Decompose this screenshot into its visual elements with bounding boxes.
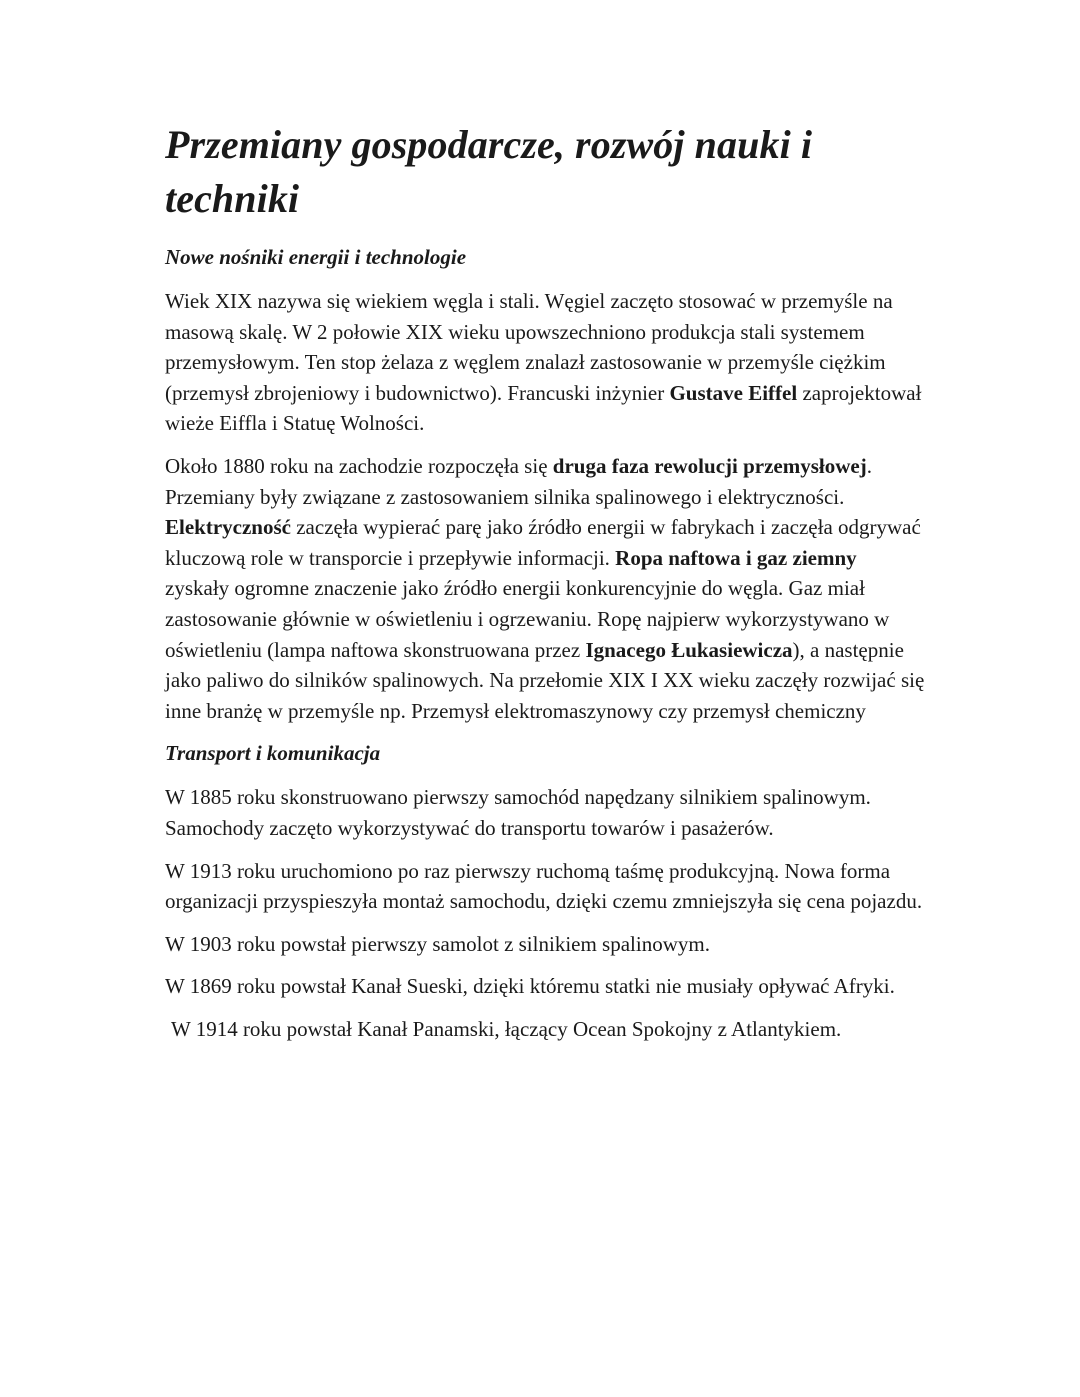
text-run: ), a następnie jako paliwo do silników spalinowych. Na przełomie XIX I XX wieku zaczęły rozwijać się inne branżę w przemyśle np. Przemysł elektromaszynowy czy przemysł chemiczny (165, 637, 925, 723)
text-run: zyskały ogromne znaczenie jako źródło energii konkurencyjnie do węgla. Gaz miał zastosowanie głównie w oświetleniu i ogrzewaniu. Ropę najpierw wykorzystywano w oświetleniu (lampa naftowa skonstruowana przez (165, 576, 890, 662)
paragraph-first-car: W 1885 roku skonstruowano pierwszy samochód napędzany silnikiem spalinowym. Samochody zaczęto wykorzystywać do transportu towarów i pasażerów. (165, 785, 871, 840)
paragraph-panama-canal: W 1914 roku powstał Kanał Panamski, łączący Ocean Spokojny z Atlantykiem. (171, 1016, 842, 1041)
text-run: Wiek XIX nazywa się wiekiem węgla i stali. Węgiel zaczęto stosować w przemyśle na masową skalę. W 2 połowie XIX wieku upowszechniono produkcja stali systemem przemysłowym. Ten stop żelaza z węglem znalazł zastosowanie w przemyśle ciężkim (przemysł zbrojeniowy i budownictwo). Francuski inżynier (165, 289, 893, 405)
paragraph-second-industrial-revolution (165, 451, 925, 726)
bold-text-eiffel: Gustave Eiffel (669, 380, 798, 405)
bold-text-oil-gas: Ropa naftowa i gaz ziemny (615, 545, 857, 570)
bold-text-revolution: druga faza rewolucji przemysłowej (552, 453, 867, 478)
section-heading-transport: Transport i komunikacja (165, 741, 381, 766)
paragraph-suez-canal: W 1869 roku powstał Kanał Sueski, dzięki któremu statki nie musiały opływać Afryki. (165, 974, 895, 999)
section-heading-energy: Nowe nośniki energii i technologie (165, 245, 467, 269)
document-title: Przemiany gospodarcze, rozwój nauki i techniki (165, 122, 813, 221)
paragraph-first-airplane: W 1903 roku powstał pierwszy samolot z silnikiem spalinowym. (165, 931, 710, 956)
document-page (165, 118, 925, 1056)
text-run: zaczęła wypierać parę jako źródło energii w fabrykach i zaczęła odgrywać kluczową role w transporcie i przepływie informacji. (165, 515, 921, 570)
paragraph-assembly-line: W 1913 roku uruchomiono po raz pierwszy ruchomą taśmę produkcyjną. Nowa forma organizacji przyspieszyła montaż samochodu, dzięki czemu zmniejszyła się cena pojazdu. (165, 858, 923, 914)
paragraph-coal-steel (165, 286, 925, 439)
text-run: zaprojektował wieże Eiffla i Statuę Wolności. (165, 380, 922, 436)
text-run: Około 1880 roku na zachodzie rozpoczęła się (165, 453, 553, 478)
bold-text-electricity: Elektryczność (165, 515, 291, 540)
text-run: . Przemiany były związane z zastosowaniem silnika spalinowego i elektryczności. (165, 453, 872, 509)
bold-text-lukasiewicz: Ignacego Łukasiewicza (585, 637, 793, 662)
